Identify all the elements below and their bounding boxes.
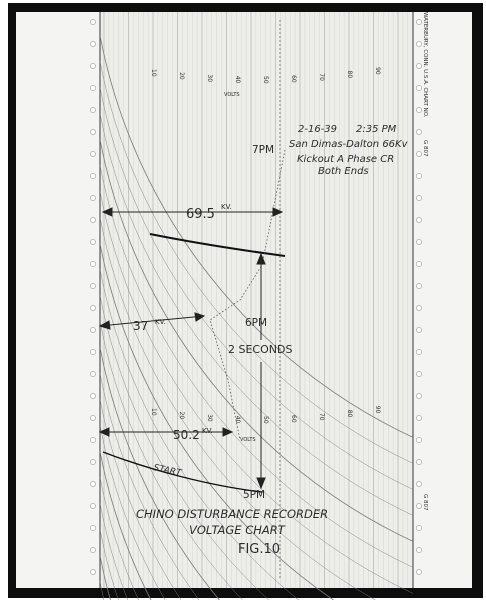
- sprocket-hole: [90, 459, 95, 464]
- sprocket-hole: [416, 547, 421, 552]
- sprocket-hole: [416, 129, 421, 134]
- sprocket-hole: [416, 41, 421, 46]
- scale-number: 60: [290, 75, 297, 83]
- sprocket-hole: [416, 85, 421, 90]
- scale-number: 70: [318, 73, 325, 81]
- sprocket-hole: [90, 173, 95, 178]
- sprocket-hole: [90, 19, 95, 24]
- scale-number: 30: [206, 414, 213, 422]
- sprocket-hole: [90, 349, 95, 354]
- ends-note: Both Ends: [318, 166, 369, 177]
- scale-number: 10: [150, 69, 157, 77]
- sprocket-hole: [416, 217, 421, 222]
- event-description: Kickout A Phase CR: [297, 154, 395, 165]
- sprocket-hole: [416, 305, 421, 310]
- sprocket-hole: [90, 481, 95, 486]
- hour-mark-5pm: 5PM: [243, 489, 266, 501]
- hour-mark-6pm: 6PM: [245, 317, 268, 329]
- sprocket-hole: [416, 349, 421, 354]
- sprocket-hole: [90, 85, 95, 90]
- scale-number: 50: [262, 416, 269, 424]
- sprocket-hole: [416, 437, 421, 442]
- sprocket-hole: [90, 129, 95, 134]
- scale-number: 80: [346, 409, 353, 418]
- recording-date: 2-16-39: [298, 124, 338, 135]
- chart-maker-text: WATERBURY, CONN. U.S.A. CHART NO.: [422, 12, 428, 118]
- sprocket-hole: [90, 217, 95, 222]
- sprocket-hole: [416, 327, 421, 332]
- sprocket-hole: [90, 547, 95, 552]
- sprocket-hole: [416, 151, 421, 156]
- sprocket-hole: [90, 393, 95, 398]
- volts-label-bottom: VOLTS: [240, 437, 256, 443]
- sprocket-hole: [90, 239, 95, 244]
- unit-69-5: KV.: [221, 203, 232, 211]
- line-name: San Dimas-Dalton 66Kv: [289, 139, 408, 150]
- sprocket-hole: [90, 107, 95, 112]
- unit-50-2: KV.: [202, 427, 213, 435]
- sprocket-hole: [90, 261, 95, 266]
- sprocket-hole: [416, 239, 421, 244]
- scale-number: 70: [318, 412, 325, 421]
- scale-number: 10: [150, 408, 157, 416]
- sprocket-hole: [416, 503, 421, 508]
- duration-label: 2 SECONDS: [228, 343, 293, 356]
- scale-number: 90: [374, 405, 381, 414]
- scale-number: 20: [178, 411, 185, 420]
- sprocket-hole: [90, 151, 95, 156]
- measurement-37: 37: [133, 319, 149, 333]
- hour-mark-7pm: 7PM: [252, 144, 275, 156]
- sprocket-hole: [90, 327, 95, 332]
- sprocket-hole: [90, 283, 95, 288]
- scale-number: 40: [234, 415, 241, 424]
- sprocket-hole: [90, 415, 95, 420]
- recording-time: 2:35 PM: [356, 124, 397, 135]
- caption-line-1: CHINO DISTURBANCE RECORDER: [136, 507, 329, 521]
- sprocket-hole: [416, 459, 421, 464]
- sprocket-hole: [90, 503, 95, 508]
- chart-number-bottom: G 807: [422, 494, 428, 511]
- scale-number: 40: [234, 75, 241, 84]
- sprocket-hole: [416, 569, 421, 574]
- chart-strip: [100, 12, 413, 588]
- unit-37: KV.: [155, 318, 166, 326]
- scale-number: 50: [262, 76, 269, 84]
- sprocket-hole: [416, 371, 421, 376]
- sprocket-hole: [416, 415, 421, 420]
- sprocket-hole: [90, 437, 95, 442]
- sprocket-hole: [90, 525, 95, 530]
- sprocket-hole: [90, 41, 95, 46]
- sprocket-hole: [90, 63, 95, 68]
- sprocket-hole: [416, 195, 421, 200]
- figure-number: FIG.10: [238, 542, 281, 557]
- sprocket-hole: [416, 261, 421, 266]
- sprocket-hole: [416, 107, 421, 112]
- sprocket-hole: [416, 525, 421, 530]
- sprocket-hole: [90, 569, 95, 574]
- scale-number: 30: [206, 74, 213, 83]
- sprocket-hole: [416, 19, 421, 24]
- sprocket-hole: [90, 305, 95, 310]
- caption-line-2: VOLTAGE CHART: [189, 523, 285, 537]
- scale-number: 80: [346, 70, 353, 79]
- sprocket-hole: [416, 393, 421, 398]
- sprocket-hole: [416, 173, 421, 178]
- volts-label-top: VOLTS: [224, 92, 240, 98]
- sprocket-hole: [90, 371, 95, 376]
- chart-number-top: G 807: [422, 140, 428, 157]
- scale-number: 20: [178, 72, 185, 80]
- start-label: START: [152, 463, 183, 479]
- measurement-50-2: 50.2: [173, 428, 200, 442]
- scale-number: 60: [290, 415, 297, 423]
- scale-number: 90: [374, 67, 381, 75]
- measurement-69-5: 69.5: [186, 207, 215, 222]
- sprocket-hole: [90, 195, 95, 200]
- sprocket-hole: [416, 283, 421, 288]
- sprocket-hole: [416, 63, 421, 68]
- sprocket-hole: [416, 481, 421, 486]
